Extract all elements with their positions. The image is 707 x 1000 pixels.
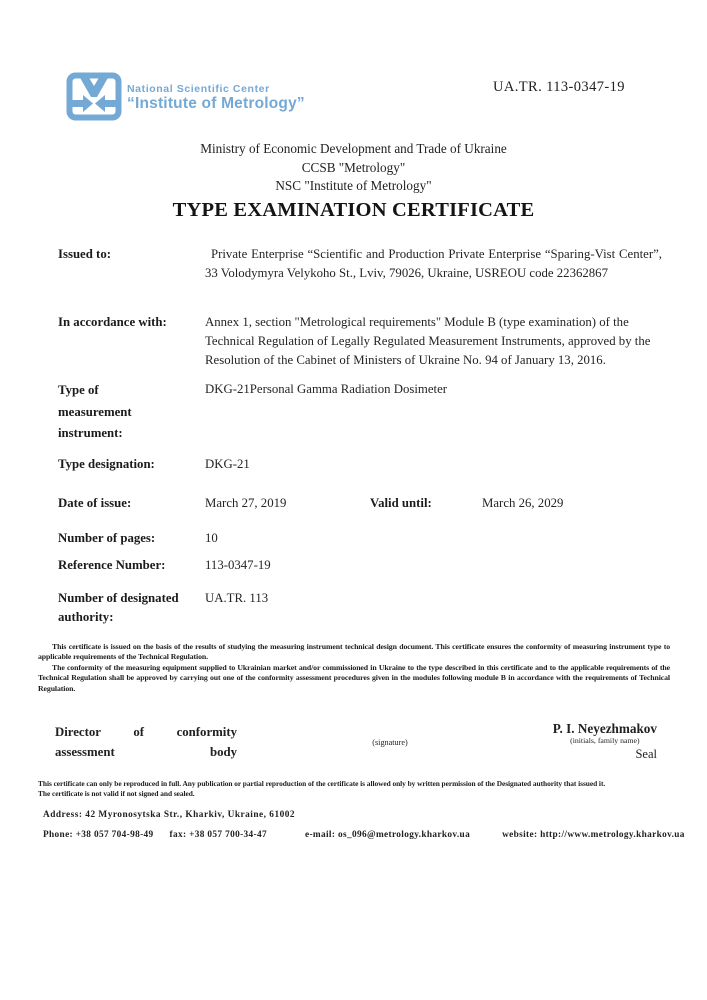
field-value-reference-number: 113-0347-19 [205,558,271,572]
certificate-notes [38,642,670,694]
field-instrument-type [58,380,662,445]
field-value-instrument-type: DKG-21Personal Gamma Radiation Dosimeter [205,382,448,396]
metrology-logo-icon [66,72,122,122]
document-header [0,140,707,196]
website-url: website: http://www.metrology.kharkov.ua [502,830,685,840]
field-label-type-designation: Type designation: [58,457,155,471]
reproduction-notice [38,779,672,798]
header-ministry: Ministry of Economic Development and Trade of Ukraine [200,141,507,156]
page-title: TYPE EXAMINATION CERTIFICATE [172,199,535,221]
field-label-number-of-pages: Number of pages: [58,531,156,545]
field-issued-to [58,245,662,283]
reproduction-notice-line2: The certificate is not valid if not signed and sealed. [38,788,195,798]
reproduction-notice-line1: This certificate can only be reproduced in full. Any publication or partial reproduction of the certificate is allowed only by written permission of the Designated authority that issued it. [38,779,606,788]
email-address: e-mail: os_096@metrology.kharkov.ua [304,830,471,840]
contacts-line [43,830,685,840]
field-label-reference-number: Reference Number: [58,558,166,572]
field-type-designation [58,455,662,474]
field-label-designated-authority: Number of designated authority: [58,591,179,624]
field-label-instrument-type: Type of measurement instrument: [58,383,132,440]
certificate-reference-top: UA.TR. 113-0347-19 [493,79,625,95]
logo-text [127,72,305,112]
field-label-valid-until: Valid until: [370,496,432,510]
header-ccsb: CCSB "Metrology" [301,159,406,175]
seal-label: Seal [635,747,657,761]
header-nsc: NSC "Institute of Metrology" [275,178,432,193]
field-dates-row [58,496,662,516]
phone-number: Phone: +38 057 704-98-49 [43,830,154,840]
fax-number: fax: +38 057 700-34-47 [169,830,267,840]
field-value-designated-authority: UA.TR. 113 [205,591,269,605]
signatory-name-hint: (initials, family name) [570,736,640,745]
note-paragraph-1: This certificate is issued on the basis of the results of studying the measuring instrument technical design document. This certificate ensures the conformity of measuring instrument type to applicable requirements of the Technical Regulation. [38,642,670,662]
logo [66,72,305,122]
field-in-accordance [58,313,662,370]
address-line: Address: 42 Myronosytska Str., Kharkiv, Ukraine, 61002 [43,810,296,820]
field-value-valid-until: March 26, 2029 [482,496,564,510]
signature-placeholder-label: (signature) [372,738,408,747]
field-value-in-accordance: Annex 1, section "Metrological requirements" Module B (type examination) of the Technical Regulation of Legally Regulated Measurement Instruments, approved by the Resolution of the Cabinet of Ministers of Ukraine No. 94 of January 13, 2016. [205,315,651,367]
field-value-issued-to: Private Enterprise “Scientific and Production Private Enterprise “Sparing-Vist Center”, 33 Volodymyra Velykoho St., Lviv, 79026, Ukraine, USREOU code 22362867 [205,247,662,280]
field-label-issued-to: Issued to: [58,247,111,261]
field-number-of-pages [58,529,662,548]
signatory-name-block [553,721,657,762]
note-paragraph-2: The conformity of the measuring equipment supplied to Ukrainian market and/or commissioned in Ukraine to the type described in this certificate and to the applicable requirements of the Technical Regulation shall be approved by carrying out one of the conformity assessment procedures given in the modules following module B in accordance with the requirements of Technical Regulation. [38,662,670,693]
field-designated-authority [58,589,662,627]
logo-org-line1: National Scientific Center [127,83,270,95]
field-reference-number [58,556,662,575]
signatory-role: Director of conformity assessment body [55,725,237,759]
field-value-date-of-issue: March 27, 2019 [205,496,287,510]
field-value-number-of-pages: 10 [205,531,218,545]
field-value-type-designation: DKG-21 [205,457,250,471]
logo-org-line2: “Institute of Metrology” [127,95,305,112]
signatory-name: P. I. Neyezhmakov [552,721,657,736]
field-label-date-of-issue: Date of issue: [58,496,132,510]
field-label-in-accordance: In accordance with: [58,315,167,329]
